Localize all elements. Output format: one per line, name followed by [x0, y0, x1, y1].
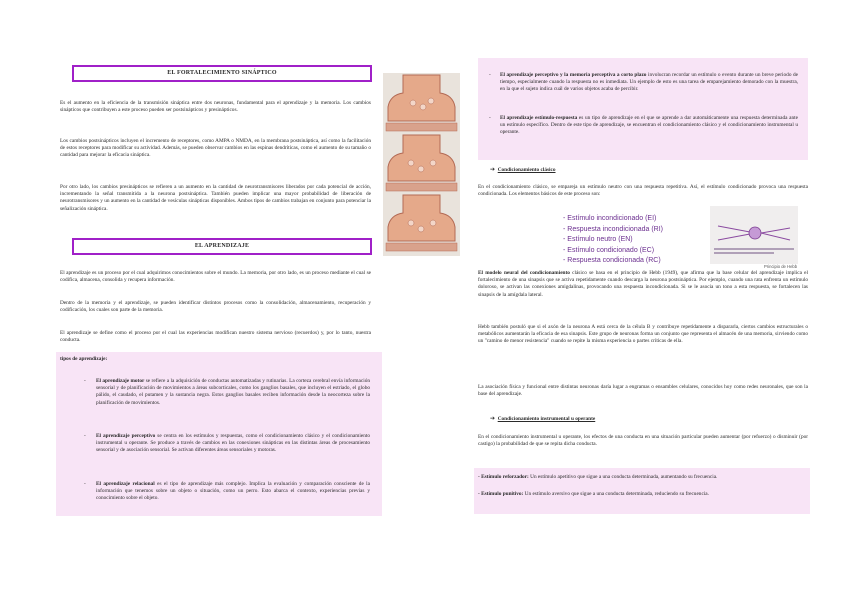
heading-clasico-text: Condicionamiento clásico [497, 167, 556, 173]
modelo-neural [478, 270, 808, 299]
paragraph-engramas: La asociación física y funcional entre distintas neuronas daría lugar a engramas o ensambles celulares, conocidos hoy como redes neuronales, que son la base del aprendizaje. [478, 384, 808, 398]
paragraph-clasico: En el condicionamiento clásico, se empareja un estímulo neutro con una respuesta repetitiva. Así, el estímulo condicionado provoca una respuesta condicionada. Los elementos básicos de este proceso son: [478, 184, 808, 198]
heading-operante-text: Condicionamiento instrumental u operante [497, 416, 596, 422]
elemento-ec: - Estímulo condicionado (EC) [563, 246, 655, 254]
modelo-neural-title: El modelo neural del condicionamiento [478, 270, 570, 276]
tipo-perceptivo-title: El aprendizaje perceptivo [96, 433, 156, 439]
hebb-caption: Principio de Hebb [764, 264, 798, 269]
tipo-motor-title: El aprendizaje motor [96, 378, 145, 384]
modelo-neural-text: clásico se basa en el principio de Hebb (1949), que afirma que la base celular del aprendizaje implica el fortalecimiento de una sinapsis que se activa repetidamente cuando descarga la neurona postsináptica. Por ejemplo, cuando una rata enfrenta un estímulo doloroso, se activan las conexiones amigdalinas, provocando una respuesta incondicionada. Si se le asocia un tono a esta respuesta, se fortalecen las sinapsis de la amígdala lateral. [478, 270, 808, 298]
bullet-dash: - [489, 72, 491, 78]
heading-fortalecimiento: EL FORTALECIMIENTO SINÁPTICO [72, 65, 372, 82]
paragraph-aprendizaje-3: El aprendizaje se define como el proceso por el cual las experiencias modifican nuestro sistema nervioso (recuerdos) y, por lo tanto, nuestra conducta. [60, 330, 371, 344]
bullet-dash: - [84, 481, 86, 487]
tipo-motor-text: se refiere a la adquisición de conductas automatizadas y rutinarias. La corteza cerebral envía información sensorial y de planificación de movimientos a áreas subcorticales, como los ganglios basales, que incluyen el estriado, el globo pálido, el caudado, el putamen y la sustancia negra. Estos ganglios basales reciben información desde la neocorteza sobre la planificación de movimientos. [96, 378, 370, 406]
elemento-ei: - Estímulo incondicionado (EI) [563, 215, 657, 222]
estimulo-respuesta-text: es un tipo de aprendizaje en el que se aprende a dar automáticamente una respuesta determinada ante un estímulo específico. Dentro de este tipo de aprendizaje, se encuentran el condicionamiento clásico y el condicionamiento instrumental u operante. [500, 115, 798, 136]
estimulo-punitivo [478, 491, 804, 498]
hebb-diagram [710, 206, 798, 264]
synapse-illustration [383, 73, 460, 256]
estimulo-reforzador [478, 474, 804, 481]
memoria-perceptiva-title: El aprendizaje perceptivo y la memoria perceptiva a corto plazo [500, 72, 647, 78]
estimulo-respuesta-title: El aprendizaje estímulo-respuesta [500, 115, 578, 121]
bullet-dash: - [84, 433, 86, 439]
elementos-list [563, 214, 703, 267]
heading-operante [490, 415, 740, 423]
bullet-dash: - [489, 115, 491, 121]
paragraph-fortalecimiento-3: Por otro lado, los cambios presinápticos se refieren a un aumento en la cantidad de neurotransmisores liberados por cada potencial de acción, incrementando la señal transmitida a la neurona postsináptica. También pueden implicar una mayor probabilidad de liberación de neurotransmisores y un aumento en la cantidad de vesículas sinápticas disponibles. Ambos tipos de cambios trabajan en conjunto para potenciar la señalización sináptica. [60, 184, 371, 212]
tipo-relacional-title: El aprendizaje relacional [96, 481, 155, 487]
paragraph-aprendizaje-1: El aprendizaje es un proceso por el cual adquirimos conocimientos sobre el mundo. La memoria, por otro lado, es un proceso mediante el cual se codifica, almacena, consolida y recupera información. [60, 270, 371, 284]
tipo-relacional-text: es el tipo de aprendizaje más complejo. Implica la evaluación y comparación consciente de la información que tenemos sobre un objeto o situación, como un perro. Esto abarca el contexto, experiencias previas y conocimiento sobre el objeto. [96, 481, 370, 502]
tipo-relacional [96, 481, 370, 503]
heading-clasico [490, 166, 690, 174]
tipo-perceptivo-text: se centra en los estímulos y respuestas, como el condicionamiento clásico y el condicionamiento instrumental u operante. Se produce a través de cambios en las conexiones sinápticas en las distintas áreas de procesamiento sensorial y de asociación sensorial. Se activan diferentes áreas sensoriales y motoras. [96, 433, 370, 454]
estimulo-reforzador-text: Un estímulo apetitivo que sigue a una conducta determinada, aumentando su frecuencia. [528, 474, 718, 480]
estimulo-reforzador-title: - Estímulo reforzador: [478, 474, 529, 480]
bullet-dash: - [84, 378, 86, 384]
estimulo-punitivo-title: - Estímulo punitivo: [478, 491, 524, 497]
paragraph-operante: En el condicionamiento instrumental u operante, los efectos de una conducta en una situación particular pueden aumentar (por refuerzo) o disminuir (por castigo) la probabilidad de que se repita dicha conducta. [478, 434, 808, 448]
paragraph-fortalecimiento-1: Es el aumento en la eficiencia de la transmisión sináptica entre dos neuronas, fundamental para el aprendizaje y la memoria. Los cambios sinápticos que contribuyen a este proceso pueden ser postsinápticos y presinápticos. [60, 100, 371, 114]
tipos-title: tipos de aprendizaje: [60, 356, 108, 362]
paragraph-fortalecimiento-2: Los cambios postsinápticos incluyen el incremento de receptores, como AMPA o NMDA, en la membrana postsináptica, así como la facilitación de estos receptores para modificar su actividad. Además, se pueden observar cambios en las espinas dendríticas, como el aumento de su tamaño o cantidad para mejorar la eficacia sináptica. [60, 138, 371, 159]
elemento-ri: - Respuesta incondicionada (RI) [563, 225, 663, 233]
tipo-motor [96, 378, 370, 407]
heading-aprendizaje: EL APRENDIZAJE [72, 238, 372, 255]
arrow-icon: ➔ [490, 415, 496, 422]
elemento-rc: - Respuesta condicionada (RC) [563, 257, 661, 265]
estimulo-respuesta [500, 115, 798, 137]
tipo-perceptivo [96, 433, 370, 455]
elemento-en: - Estímulo neutro (EN) [563, 236, 633, 244]
estimulo-punitivo-text: Un estímulo aversivo que sigue a una conducta determinada, reduciendo su frecuencia. [523, 491, 709, 497]
memoria-perceptiva [500, 72, 798, 94]
paragraph-hebb: Hebb también postuló que si el axón de la neurona A está cerca de la célula B y contribuye repetidamente a dispararla, ciertos cambios estructurales o metabólicos aumentarán la eficacia de esa sinapsis. Este grupo de neuronas forma un conjunto que representa el almacén de una memoria, sirviendo como un "camino de menor resistencia" cuando se repite la misma experiencia o partes críticas de ella. [478, 324, 808, 345]
memoria-perceptiva-text: involucran recordar un estímulo o evento durante un breve periodo de tiempo, especialmente cuando la respuesta no es inmediata. Un ejemplo de esto es una tarea de emparejamiento demorado con la muestra, en la que el sujeto indica cuál de varios objetos acaba de percibir. [500, 72, 798, 93]
paragraph-aprendizaje-2: Dentro de la memoria y el aprendizaje, se pueden identificar distintos procesos como la consolidación, almacenamiento, recuperación y codificación, los cuales son parte de la memoria. [60, 300, 371, 314]
arrow-icon: ➔ [490, 166, 496, 173]
